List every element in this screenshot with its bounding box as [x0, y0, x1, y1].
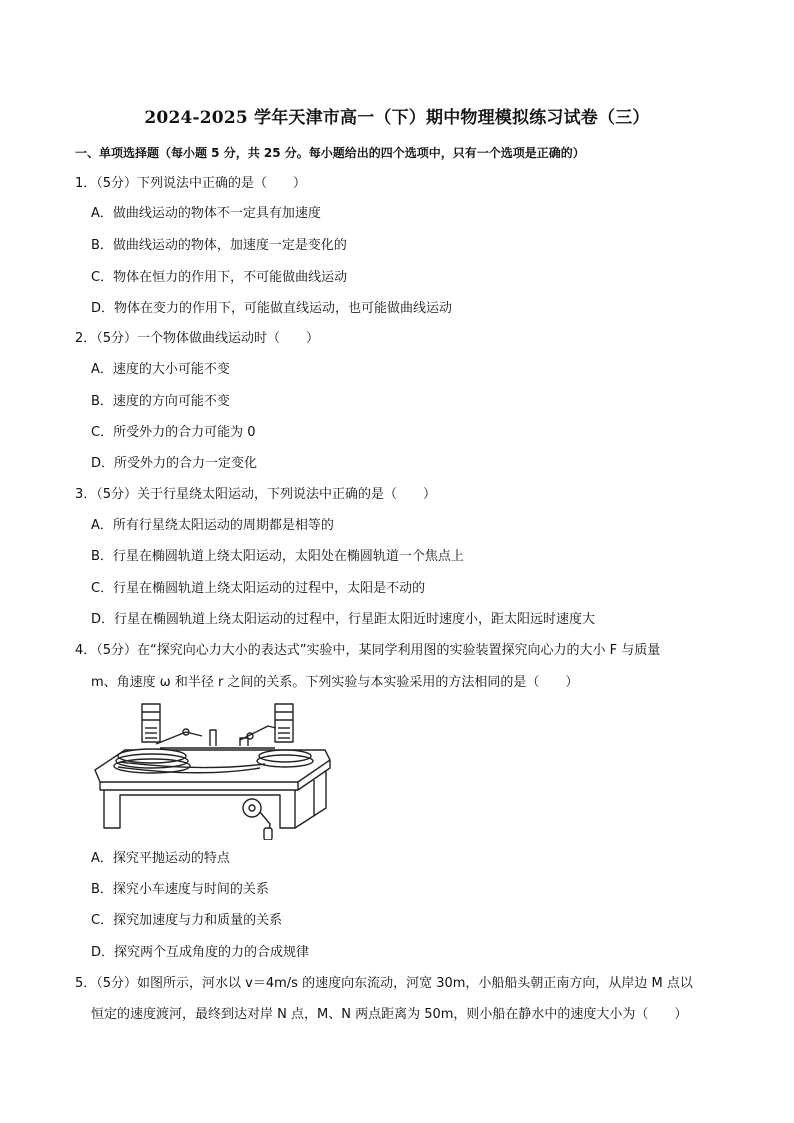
question-3-stem: 3．（5分）关于行星绕太阳运动，下列说法中正确的是（ ） — [75, 487, 437, 502]
question-1-option-b: B．做曲线运动的物体，加速度一定是变化的 — [91, 238, 347, 253]
question-4-option-c: C．探究加速度与力和质量的关系 — [91, 913, 283, 928]
question-4-option-d: D．探究两个互成角度的力的合成规律 — [91, 945, 310, 960]
question-3-option-b: B．行星在椭圆轨道上绕太阳运动，太阳处在椭圆轨道一个焦点上 — [91, 549, 464, 564]
centripetal-force-apparatus-figure — [90, 700, 340, 840]
question-4-stem-line2: m、角速度 ω 和半径 r 之间的关系。下列实验与本实验采用的方法相同的是（ ） — [91, 675, 579, 690]
question-3-option-a: A．所有行星绕太阳运动的周期都是相等的 — [91, 518, 334, 533]
question-2-option-b: B．速度的方向可能不变 — [91, 394, 230, 409]
question-2-option-c: C．所受外力的合力可能为 0 — [91, 425, 256, 440]
question-5-stem-line2: 恒定的速度渡河，最终到达对岸 N 点，M、N 两点距离为 50m，则小船在静水中的速度大小为（ ） — [91, 1007, 688, 1022]
question-1-option-a: A．做曲线运动的物体不一定具有加速度 — [91, 206, 321, 221]
section-heading: 一、单项选择题（每小题 5 分，共 25 分。每小题给出的四个选项中，只有一个选项是正确的） — [75, 146, 585, 160]
question-2-option-d: D．所受外力的合力一定变化 — [91, 456, 258, 471]
question-1-option-c: C．物体在恒力的作用下，不可能做曲线运动 — [91, 270, 348, 285]
question-3-option-c: C．行星在椭圆轨道上绕太阳运动的过程中，太阳是不动的 — [91, 581, 426, 596]
exam-title: 2024-2025 学年天津市高一（下）期中物理模拟练习试卷（三） — [144, 108, 650, 128]
question-2-option-a: A．速度的大小可能不变 — [91, 362, 230, 377]
question-4-option-b: B．探究小车速度与时间的关系 — [91, 882, 269, 897]
question-4-option-a: A．探究平抛运动的特点 — [91, 851, 230, 866]
question-1-option-d: D．物体在变力的作用下，可能做直线运动，也可能做曲线运动 — [91, 301, 453, 316]
question-4-stem-line1: 4．（5分）在“探究向心力大小的表达式”实验中，某同学利用图的实验装置探究向心力的大小 F 与质量 — [75, 643, 661, 658]
question-2-stem: 2．（5分）一个物体做曲线运动时（ ） — [75, 331, 320, 346]
question-5-stem-line1: 5．（5分）如图所示，河水以 v＝4m/s 的速度向东流动，河宽 30m，小船船头朝正南方向，从岸边 M 点以 — [75, 976, 693, 991]
question-1-stem: 1．（5分）下列说法中正确的是（ ） — [75, 176, 307, 191]
question-3-option-d: D．行星在椭圆轨道上绕太阳运动的过程中，行星距太阳近时速度小，距太阳远时速度大 — [91, 612, 596, 627]
